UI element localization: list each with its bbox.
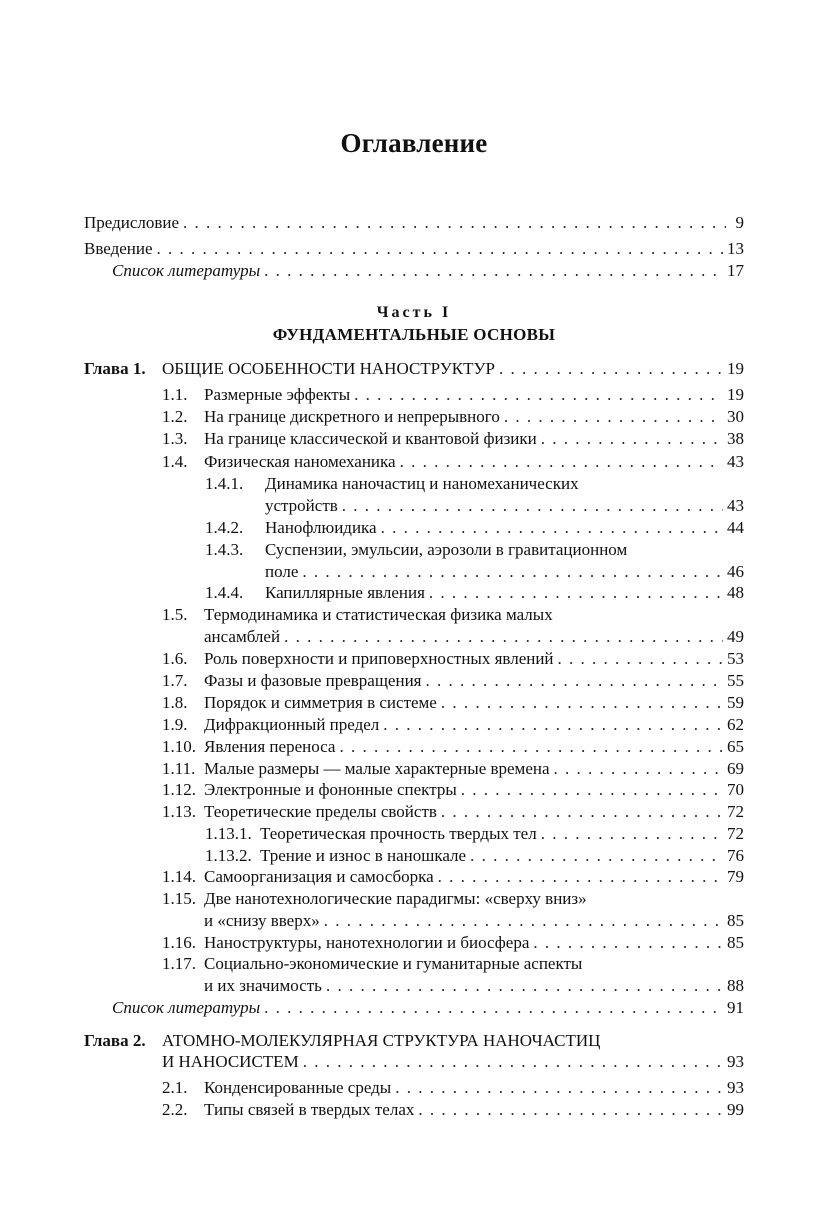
entry-page: 62 <box>727 715 744 734</box>
leader-dots <box>354 384 723 406</box>
section-title: На границе классической и квантовой физики <box>204 429 537 448</box>
leader-dots <box>558 648 723 670</box>
leader-dots <box>395 1077 723 1099</box>
entry-page: 43 <box>727 496 744 515</box>
entry-page: 76 <box>727 846 744 865</box>
entry-page: 49 <box>727 627 744 646</box>
leader-dots <box>418 1099 723 1121</box>
section-title: Наноструктуры, нанотехнологии и биосфера <box>204 933 530 952</box>
toc-section-1-13[interactable] <box>162 801 744 823</box>
toc-section-1-2[interactable] <box>162 406 744 428</box>
toc-section-1-17[interactable] <box>204 975 744 997</box>
toc-section-1-1[interactable] <box>162 384 744 406</box>
leader-dots <box>554 758 723 780</box>
entry-page: 19 <box>727 359 744 378</box>
chapter-title-cont: И НАНОСИСТЕМ <box>162 1052 299 1071</box>
part-number: Часть I <box>376 304 452 321</box>
toc-section-1-12[interactable] <box>162 779 744 801</box>
leader-dots <box>441 692 723 714</box>
toc-section-1-15-line1[interactable] <box>162 888 587 910</box>
subsection-title: Трение и износ в наношкале <box>260 846 467 865</box>
section-title: На границе дискретного и непрерывного <box>204 407 500 426</box>
section-title: Размерные эффекты <box>204 385 351 404</box>
toc-section-1-16[interactable] <box>162 932 744 954</box>
section-number: 2.1. <box>162 1078 188 1097</box>
section-title: Электронные и фононные спектры <box>204 780 457 799</box>
toc-chapter-2[interactable] <box>162 1051 744 1073</box>
section-title: Две нанотехнологические парадигмы: «сверху вниз» <box>204 889 587 908</box>
entry-page: 59 <box>727 693 744 712</box>
toc-entry-preface[interactable] <box>84 212 744 234</box>
chapter-title: ОБЩИЕ ОСОБЕННОСТИ НАНОСТРУКТУР <box>162 359 495 378</box>
section-number: 1.7. <box>162 671 188 690</box>
entry-page: 93 <box>727 1052 744 1071</box>
toc-entry-references-intro[interactable] <box>112 260 744 282</box>
entry-text: Список литературы <box>112 998 261 1017</box>
entry-page: 85 <box>727 933 744 952</box>
subsection-title-cont: устройств <box>265 496 338 515</box>
toc-section-1-5[interactable] <box>204 626 744 648</box>
section-title-cont: и «снизу вверх» <box>204 911 320 930</box>
chapter-title: АТОМНО-МОЛЕКУЛЯРНАЯ СТРУКТУРА НАНОЧАСТИЦ <box>162 1031 601 1050</box>
toc-section-2-2[interactable] <box>162 1099 744 1121</box>
subsection-number: 1.4.3. <box>205 540 244 559</box>
toc-subsection-1-4-3-line1[interactable] <box>205 539 627 561</box>
leader-dots <box>541 823 723 845</box>
section-number: 2.2. <box>162 1100 188 1119</box>
section-title: Малые размеры — малые характерные времена <box>204 759 550 778</box>
leader-dots <box>303 1051 723 1073</box>
toc-section-2-1[interactable] <box>162 1077 744 1099</box>
section-number: 1.15. <box>162 889 196 908</box>
section-number: 1.3. <box>162 429 188 448</box>
section-title: Типы связей в твердых телах <box>204 1100 415 1119</box>
entry-page: 70 <box>727 780 744 799</box>
entry-page: 99 <box>727 1100 744 1119</box>
section-number: 1.9. <box>162 715 188 734</box>
section-number: 1.5. <box>162 605 188 624</box>
section-title: Явления переноса <box>204 737 336 756</box>
section-title: Конденсированные среды <box>204 1078 392 1097</box>
section-title: Самоорганизация и самосборка <box>204 867 434 886</box>
entry-page: 38 <box>727 429 744 448</box>
leader-dots <box>429 582 723 604</box>
subsection-number: 1.4.1. <box>205 474 244 493</box>
entry-page: 48 <box>727 583 744 602</box>
leader-dots <box>381 517 723 539</box>
subsection-title-cont: поле <box>265 562 299 581</box>
toc-section-1-3[interactable] <box>162 428 744 450</box>
entry-page: 72 <box>727 802 744 821</box>
section-number: 1.16. <box>162 933 196 952</box>
section-title-cont: и их значимость <box>204 976 322 995</box>
toc-subsection-1-4-2[interactable] <box>205 517 744 539</box>
toc-chapter-2-line1[interactable] <box>84 1030 600 1052</box>
part-title: ФУНДАМЕНТАЛЬНЫЕ ОСНОВЫ <box>272 325 556 344</box>
leader-dots <box>302 561 723 583</box>
entry-page: 43 <box>727 452 744 471</box>
section-title: Роль поверхности и приповерхностных явлений <box>204 649 554 668</box>
leader-dots <box>499 358 723 380</box>
section-title: Термодинамика и статистическая физика малых <box>204 605 553 624</box>
entry-page: 19 <box>727 385 744 404</box>
entry-text: Введение <box>84 239 153 258</box>
section-number: 1.1. <box>162 385 188 404</box>
entry-page: 46 <box>727 562 744 581</box>
leader-dots <box>183 212 726 234</box>
entry-text: Предисловие <box>84 213 180 232</box>
section-number: 1.6. <box>162 649 188 668</box>
subsection-title: Динамика наночастиц и наномеханических <box>265 474 579 493</box>
entry-page: 44 <box>727 518 744 537</box>
page-title: Оглавление <box>340 128 488 158</box>
subsection-title: Капиллярные явления <box>265 583 425 602</box>
section-number: 1.13. <box>162 802 196 821</box>
entry-page: 79 <box>727 867 744 886</box>
entry-page: 72 <box>727 824 744 843</box>
section-number: 1.8. <box>162 693 188 712</box>
entry-page: 9 <box>735 213 744 232</box>
section-title: Дифракционный предел <box>204 715 380 734</box>
toc-section-1-6[interactable] <box>162 648 744 670</box>
toc-section-1-15[interactable] <box>204 910 744 932</box>
leader-dots <box>541 428 723 450</box>
subsection-number: 1.4.4. <box>205 583 244 602</box>
section-title: Физическая наномеханика <box>204 452 396 471</box>
toc-subsection-1-4-1[interactable] <box>265 495 744 517</box>
toc-subsection-1-4-4[interactable] <box>205 582 744 604</box>
toc-chapter-1[interactable] <box>84 358 744 380</box>
section-number: 1.4. <box>162 452 188 471</box>
section-number: 1.10. <box>162 737 196 756</box>
leader-dots <box>504 406 723 428</box>
leader-dots <box>441 801 723 823</box>
subsection-number: 1.4.2. <box>205 518 244 537</box>
leader-dots <box>339 736 723 758</box>
leader-dots <box>284 626 723 648</box>
toc-subsection-1-4-3[interactable] <box>265 561 744 583</box>
section-number: 1.11. <box>162 759 196 778</box>
section-title-cont: ансамблей <box>204 627 281 646</box>
toc-section-1-14[interactable] <box>162 866 744 888</box>
entry-page: 85 <box>727 911 744 930</box>
entry-page: 53 <box>727 649 744 668</box>
toc-section-1-7[interactable] <box>162 670 744 692</box>
chapter-label: Глава 2. <box>84 1031 146 1050</box>
subsection-title: Суспензии, эмульсии, аэрозоли в гравитационном <box>265 540 628 559</box>
section-title: Порядок и симметрия в системе <box>204 693 437 712</box>
leader-dots <box>326 975 723 997</box>
toc-entry-introduction[interactable] <box>84 238 744 260</box>
entry-page: 13 <box>727 239 744 258</box>
toc-section-1-4[interactable] <box>162 451 744 473</box>
subsection-title: Нанофлюидика <box>265 518 377 537</box>
section-title: Теоретические пределы свойств <box>204 802 437 821</box>
entry-page: 55 <box>727 671 744 690</box>
entry-page: 93 <box>727 1078 744 1097</box>
toc-section-1-9[interactable] <box>162 714 744 736</box>
entry-page: 88 <box>727 976 744 995</box>
entry-page: 17 <box>727 261 744 280</box>
subsection-number: 1.13.1. <box>205 824 252 843</box>
toc-entry-references-ch1[interactable] <box>112 997 744 1019</box>
leader-dots <box>157 238 723 260</box>
entry-page: 30 <box>727 407 744 426</box>
subsection-title: Теоретическая прочность твердых тел <box>260 824 537 843</box>
entry-text: Список литературы <box>112 261 261 280</box>
toc-subsection-1-4-1-line1[interactable] <box>205 473 579 495</box>
leader-dots <box>324 910 723 932</box>
section-title: Социально-экономические и гуманитарные аспекты <box>204 954 583 973</box>
entry-page: 69 <box>727 759 744 778</box>
section-number: 1.12. <box>162 780 196 799</box>
entry-page: 91 <box>727 998 744 1017</box>
leader-dots <box>461 779 723 801</box>
leader-dots <box>470 845 723 867</box>
entry-page: 65 <box>727 737 744 756</box>
leader-dots <box>426 670 724 692</box>
section-number: 1.17. <box>162 954 196 973</box>
toc-subsection-1-13-2[interactable] <box>205 845 744 867</box>
toc-section-1-8[interactable] <box>162 692 744 714</box>
toc-section-1-5-line1[interactable] <box>162 604 553 626</box>
leader-dots <box>400 451 723 473</box>
leader-dots <box>342 495 723 517</box>
toc-subsection-1-13-1[interactable] <box>205 823 744 845</box>
subsection-number: 1.13.2. <box>205 846 252 865</box>
toc-section-1-17-line1[interactable] <box>162 953 582 975</box>
leader-dots <box>383 714 723 736</box>
leader-dots <box>264 260 723 282</box>
toc-section-1-10[interactable] <box>162 736 744 758</box>
leader-dots <box>533 932 723 954</box>
section-title: Фазы и фазовые превращения <box>204 671 422 690</box>
chapter-label: Глава 1. <box>84 359 146 378</box>
section-number: 1.2. <box>162 407 188 426</box>
section-number: 1.14. <box>162 867 196 886</box>
leader-dots <box>264 997 723 1019</box>
leader-dots <box>438 866 723 888</box>
toc-section-1-11[interactable] <box>162 758 744 780</box>
